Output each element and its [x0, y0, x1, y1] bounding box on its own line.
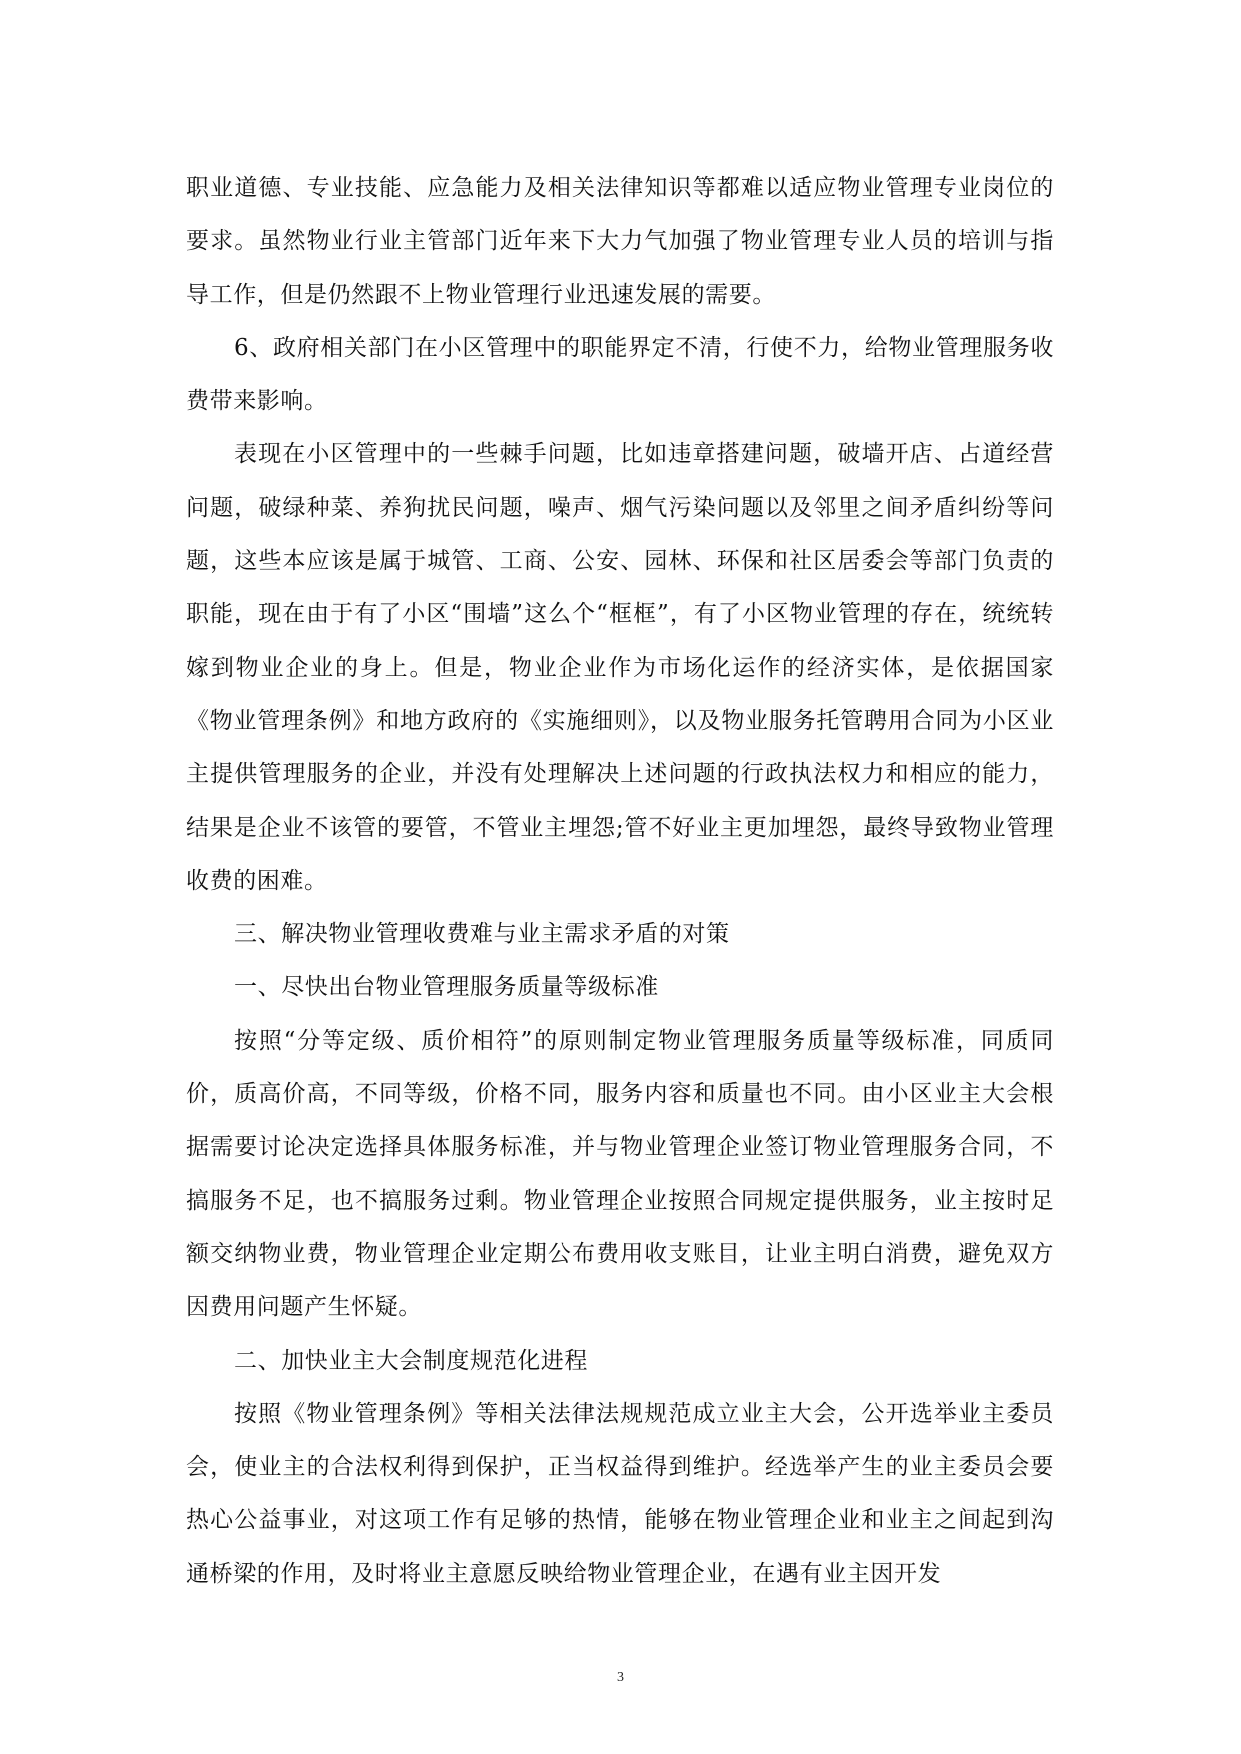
document-body: [186, 162, 1054, 1601]
page-number: 3: [617, 1670, 624, 1685]
paragraph-body: 按照“分等定级、质价相符”的原则制定物业管理服务质量等级标准，同质同价，质高价高，不同等级，价格不同，服务内容和质量也不同。由小区业主大会根据需要讨论决定选择具体服务标准，并与物业管理企业签订物业管理服务合同，不搞服务不足，也不搞服务过剩。物业管理企业按照合同规定提供服务，业主按时足额交纳物业费，物业管理企业定期公布费用收支账目，让业主明白消费，避免双方因费用问题产生怀疑。: [186, 1027, 1054, 1321]
paragraph-point-6: 6、政府相关部门在小区管理中的职能界定不清，行使不力，给物业管理服务收费带来影响。: [186, 334, 1054, 415]
paragraph-body: 按照《物业管理条例》等相关法律法规规范成立业主大会，公开选举业主委员会，使业主的合法权利得到保护，正当权益得到维护。经选举产生的业主委员会要热心公益事业，对这项工作有足够的热情，能够在物业管理企业和业主之间起到沟通桥梁的作用，及时将业主意愿反映给物业管理企业，在遇有业主因开发: [186, 1400, 1054, 1587]
subsection-heading: 一、尽快出台物业管理服务质量等级标准: [234, 974, 659, 1001]
paragraph-body: 表现在小区管理中的一些棘手问题，比如违章搭建问题，破墙开店、占道经营问题，破绿种菜、养狗扰民问题，噪声、烟气污染问题以及邻里之间矛盾纠纷等问题，这些本应该是属于城管、工商、公安、园林、环保和社区居委会等部门负责的职能，现在由于有了小区“围墙”这么个“框框”，有了小区物业管理的存在，统统转嫁到物业企业的身上。但是，物业企业作为市场化运作的经济实体，是依据国家《物业管理条例》和地方政府的《实施细则》，以及物业服务托管聘用合同为小区业主提供管理服务的企业，并没有处理解决上述问题的行政执法权力和相应的能力，结果是企业不该管的要管，不管业主埋怨;管不好业主更加埋怨，最终导致物业管理收费的困难。: [186, 441, 1054, 894]
section-heading: 三、解决物业管理收费难与业主需求矛盾的对策: [234, 921, 730, 948]
subsection-heading: 二、加快业主大会制度规范化进程: [234, 1347, 588, 1374]
paragraph-continuation: 职业道德、专业技能、应急能力及相关法律知识等都难以适应物业管理专业岗位的要求。虽然物业行业主管部门近年来下大力气加强了物业管理专业人员的培训与指导工作，但是仍然跟不上物业管理行业迅速发展的需要。: [186, 175, 1054, 308]
